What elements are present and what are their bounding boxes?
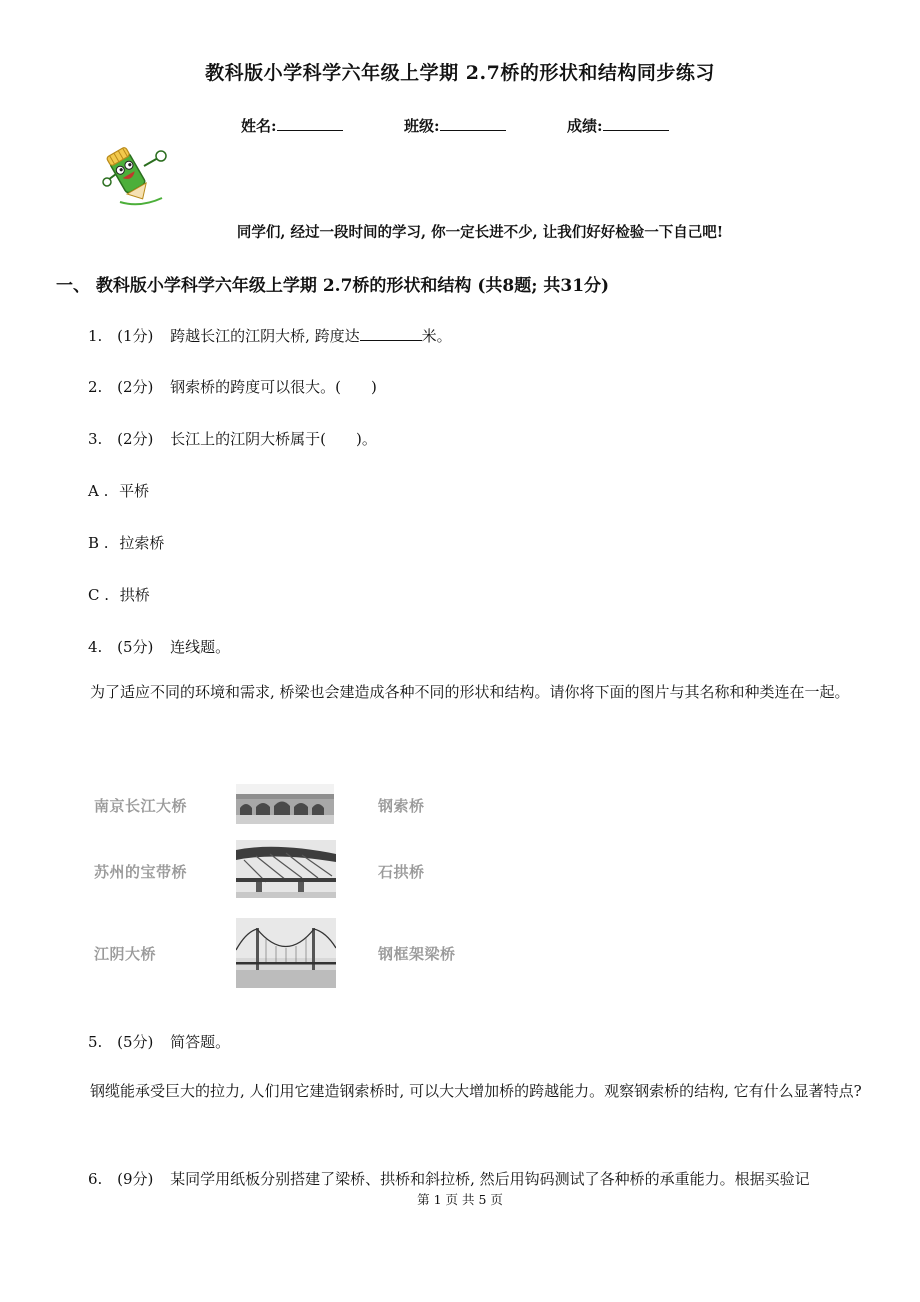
option-letter: C . (88, 586, 110, 604)
score-field (567, 115, 669, 136)
class-field (404, 115, 506, 136)
question-6 (88, 1168, 810, 1189)
match-left-label: 南京长江大桥 (94, 797, 188, 815)
question-3 (88, 428, 377, 449)
question-text: 简答题。 (170, 1033, 231, 1051)
question-number: 4. (88, 638, 103, 656)
question-score: (5分) (117, 1033, 154, 1051)
question-text: 钢索桥的跨度可以很大。( ) (170, 378, 377, 396)
match-right-label: 钢框架梁桥 (378, 945, 456, 963)
question-text-end: 米。 (421, 327, 452, 345)
answer-blank (360, 326, 422, 341)
section-heading: 一、 教科版小学科学六年级上学期 2.7桥的形状和结构 (共8题; 共31分) (56, 276, 610, 296)
question-number: 2. (88, 378, 103, 396)
score-blank (603, 116, 669, 131)
question-2 (88, 376, 377, 397)
page-title: 教科版小学科学六年级上学期 2.7桥的形状和结构同步练习 (205, 62, 715, 84)
class-label: 班级: (404, 117, 440, 135)
name-blank (277, 116, 343, 131)
question-score: (2分) (117, 430, 154, 448)
question-text: 跨越长江的江阴大桥, 跨度达 (170, 327, 360, 345)
class-blank (440, 116, 506, 131)
question-4 (88, 636, 230, 657)
question-score: (2分) (117, 378, 154, 396)
question-5 (88, 1031, 230, 1052)
question-score: (1分) (117, 327, 154, 345)
match-left-label: 江阴大桥 (94, 945, 157, 963)
question-score: (5分) (117, 638, 154, 656)
arch-bridge-image (236, 784, 334, 824)
truss-bridge-image (236, 840, 336, 898)
suspension-bridge-image (236, 918, 336, 988)
question-number: 5. (88, 1033, 103, 1051)
question-score: (9分) (117, 1170, 154, 1188)
question-number: 1. (88, 327, 103, 345)
score-label: 成绩: (567, 117, 603, 135)
option-c (88, 584, 150, 605)
option-b (88, 532, 164, 553)
match-right-label: 钢索桥 (378, 797, 425, 815)
name-field (241, 115, 343, 136)
name-label: 姓名: (241, 117, 277, 135)
question-number: 6. (88, 1170, 103, 1188)
question-number: 3. (88, 430, 103, 448)
option-letter: B . (88, 534, 109, 552)
match-right-label: 石拱桥 (378, 863, 425, 881)
question-4-description: 为了适应不同的环境和需求, 桥梁也会建造成各种不同的形状和结构。请你将下面的图片与其名称和种类连在一起。 (90, 683, 850, 701)
question-5-description: 钢缆能承受巨大的拉力, 人们用它建造钢索桥时, 可以大大增加桥的跨越能力。观察钢索桥的结构, 它有什么显著特点? (90, 1082, 862, 1100)
question-text: 某同学用纸板分别搭建了梁桥、拱桥和斜拉桥, 然后用钩码测试了各种桥的承重能力。根据买验记 (170, 1170, 810, 1188)
match-left-label: 苏州的宝带桥 (94, 863, 188, 881)
pencil-mascot-icon (100, 140, 180, 210)
option-a (88, 480, 149, 501)
question-text: 长江上的江阴大桥属于( )。 (170, 430, 377, 448)
option-text: 拉索桥 (119, 534, 165, 552)
question-1 (88, 325, 452, 346)
question-text: 连线题。 (170, 638, 231, 656)
option-text: 平桥 (119, 482, 150, 500)
encouragement-text: 同学们, 经过一段时间的学习, 你一定长进不少, 让我们好好检验一下自己吧! (236, 224, 724, 241)
option-letter: A . (88, 482, 109, 500)
page-footer: 第 1 页 共 5 页 (417, 1192, 503, 1207)
option-text: 拱桥 (119, 586, 150, 604)
